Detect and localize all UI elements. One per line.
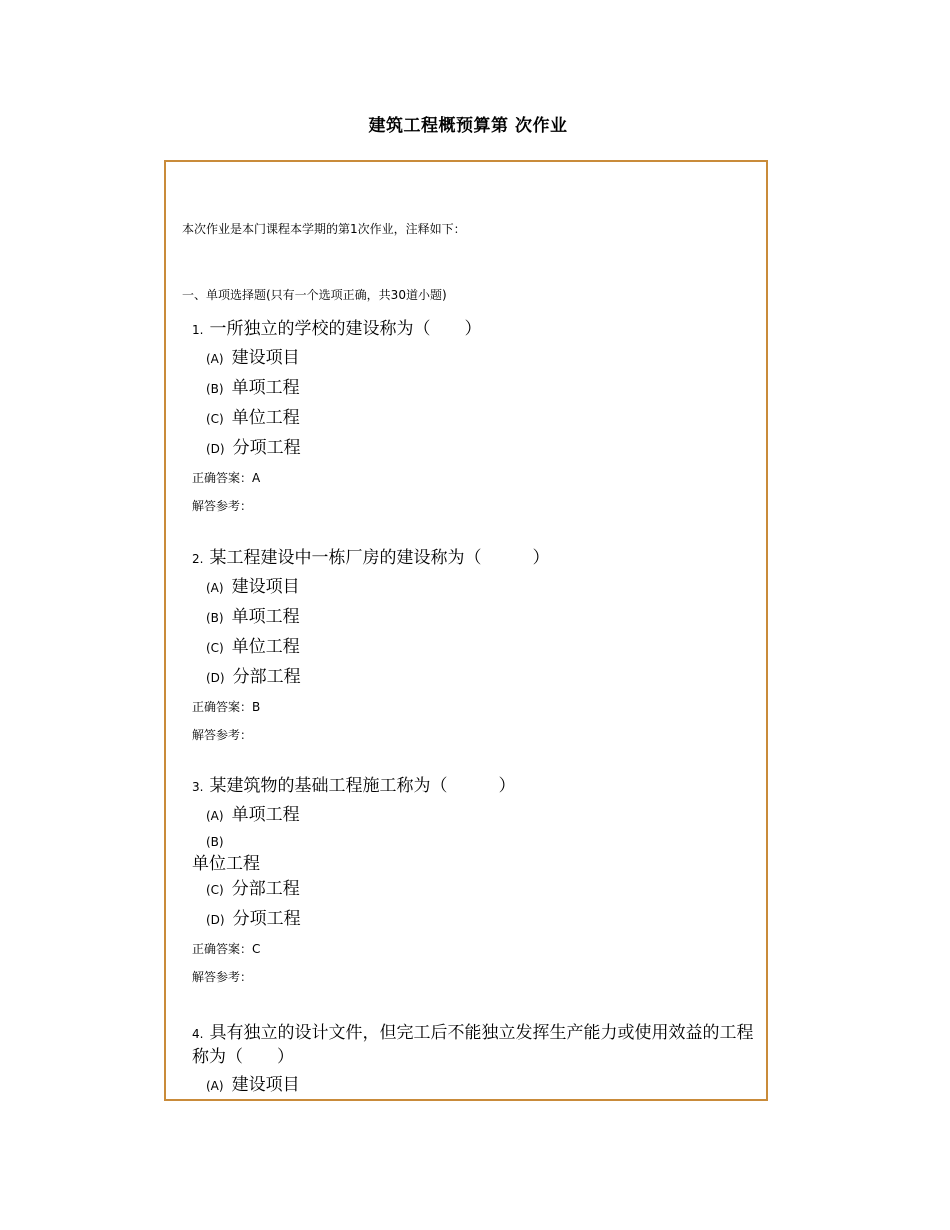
question-stem <box>192 1022 766 1069</box>
option-letter: (A) <box>206 1079 224 1093</box>
question-text: 某工程建设中一栋厂房的建设称为（ ） <box>209 548 550 568</box>
option-text: 单位工程 <box>192 854 260 874</box>
option-a[interactable] <box>192 344 766 374</box>
question-stem <box>192 547 766 571</box>
option-letter: (D) <box>206 671 225 685</box>
option-d[interactable] <box>192 663 766 693</box>
option-text: 单项工程 <box>231 607 300 627</box>
question-text: 一所独立的学校的建设称为（ ） <box>209 319 482 339</box>
answer-label: 正确答案： <box>192 471 253 485</box>
option-letter: (C) <box>206 883 224 897</box>
option-letter: (A) <box>206 581 224 595</box>
intro-text: 本次作业是本门课程本学期的第1次作业，注释如下： <box>182 222 466 236</box>
option-text: 建设项目 <box>231 1075 300 1095</box>
correct-answer <box>192 935 766 963</box>
option-text: 分项工程 <box>232 909 301 929</box>
question-number: 4. <box>192 1027 204 1041</box>
question-number: 3. <box>192 780 204 794</box>
question-stem <box>192 318 766 342</box>
correct-answer <box>192 693 766 721</box>
question-number: 1. <box>192 323 204 337</box>
answer-value: C <box>252 942 261 956</box>
option-a[interactable] <box>192 573 766 603</box>
option-a[interactable] <box>192 801 766 831</box>
option-b[interactable] <box>192 603 766 633</box>
homework-frame <box>164 160 768 1101</box>
option-c[interactable] <box>192 404 766 434</box>
option-text: 建设项目 <box>231 577 300 597</box>
option-b[interactable] <box>192 831 766 875</box>
question-2 <box>192 547 766 749</box>
answer-label: 正确答案： <box>192 942 253 956</box>
option-letter: (D) <box>206 913 225 927</box>
option-text: 单项工程 <box>231 805 300 825</box>
question-number: 2. <box>192 552 204 566</box>
option-letter: (A) <box>206 352 224 366</box>
answer-reference: 解答参考： <box>192 728 253 742</box>
option-letter: (D) <box>206 442 225 456</box>
option-c[interactable] <box>192 633 766 663</box>
option-d[interactable] <box>192 905 766 935</box>
answer-label: 正确答案： <box>192 700 253 714</box>
question-text: 某建筑物的基础工程施工称为（ ） <box>209 776 516 796</box>
option-letter: (B) <box>206 835 224 849</box>
document-title: 建筑工程概预算第 次作业 <box>368 116 568 136</box>
option-text: 建设项目 <box>231 348 300 368</box>
question-stem <box>192 775 766 799</box>
option-text: 分项工程 <box>232 438 301 458</box>
answer-value: A <box>252 471 261 485</box>
option-text: 单位工程 <box>231 408 300 428</box>
correct-answer <box>192 464 766 492</box>
option-c[interactable] <box>192 875 766 905</box>
option-letter: (A) <box>206 809 224 823</box>
section-heading: 一、单项选择题(只有一个选项正确，共30道小题) <box>182 288 447 302</box>
option-letter: (C) <box>206 412 224 426</box>
option-text: 单位工程 <box>231 637 300 657</box>
question-1 <box>192 318 766 520</box>
question-4 <box>192 1022 766 1101</box>
answer-reference: 解答参考： <box>192 970 253 984</box>
option-text: 单项工程 <box>231 378 300 398</box>
option-a[interactable] <box>192 1071 766 1101</box>
option-b[interactable] <box>192 374 766 404</box>
question-3 <box>192 775 766 991</box>
option-text: 分部工程 <box>231 879 300 899</box>
option-d[interactable] <box>192 434 766 464</box>
answer-reference: 解答参考： <box>192 499 253 513</box>
answer-value: B <box>252 700 261 714</box>
option-letter: (C) <box>206 641 224 655</box>
question-text: 具有独立的设计文件，但完工后不能独立发挥生产能力或使用效益的工程称为（ ） <box>192 1023 754 1067</box>
option-letter: (B) <box>206 382 224 396</box>
option-letter: (B) <box>206 611 224 625</box>
option-text: 分部工程 <box>232 667 301 687</box>
